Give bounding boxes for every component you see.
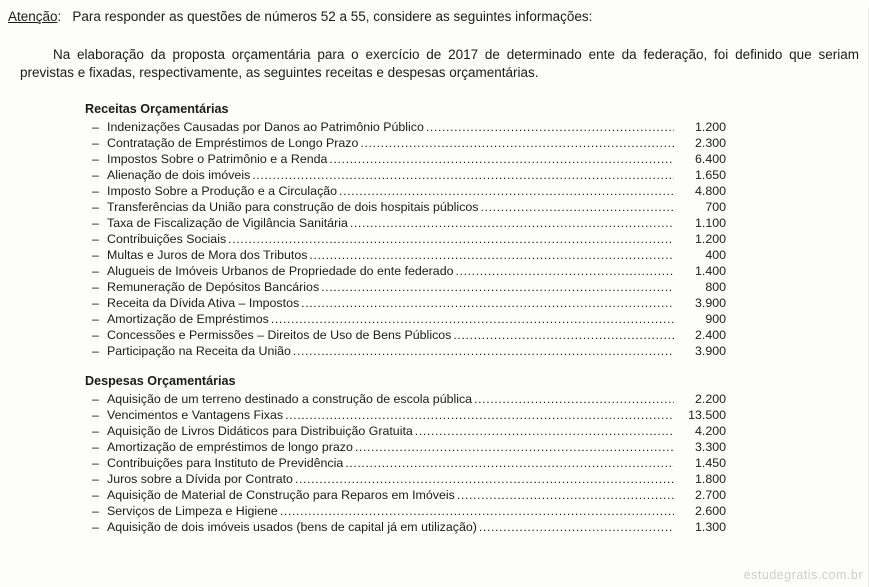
dot-leader (350, 215, 674, 231)
list-item (85, 135, 726, 151)
dot-leader (360, 135, 674, 151)
attention-line (8, 8, 860, 25)
item-label: Vencimentos e Vantagens Fixas (107, 408, 284, 422)
list-item (85, 487, 726, 503)
list-item (85, 519, 726, 535)
list-item (85, 199, 726, 215)
dash-bullet: – (92, 472, 99, 486)
dash-bullet: – (92, 296, 99, 310)
list-item (85, 503, 726, 519)
dash-bullet: – (92, 408, 99, 422)
list-item (85, 279, 726, 295)
dot-leader (252, 167, 674, 183)
dash-bullet: – (92, 456, 99, 470)
item-label: Receita da Dívida Ativa – Impostos (107, 296, 300, 310)
list-item (85, 439, 726, 455)
item-value: 2.700 (694, 488, 726, 502)
item-label: Transferências da União para construção de dois hospitais públicos (107, 200, 479, 214)
dot-leader (480, 199, 674, 215)
item-value: 900 (705, 312, 726, 326)
dash-bullet: – (92, 216, 99, 230)
budget-lists (0, 101, 868, 535)
item-value: 2.600 (694, 504, 726, 518)
item-label: Aquisição de dois imóveis usados (bens de capital já em utilização) (107, 520, 477, 534)
dash-bullet: – (92, 440, 99, 454)
list-item (85, 455, 726, 471)
item-label: Imposto Sobre a Produção e a Circulação (107, 184, 338, 198)
dash-bullet: – (92, 424, 99, 438)
item-label: Amortização de Empréstimos (107, 312, 269, 326)
dot-leader (474, 391, 674, 407)
section-title: Despesas Orçamentárias (85, 374, 236, 388)
item-label: Contribuições Sociais (107, 232, 227, 246)
list-item (85, 119, 726, 135)
page (0, 8, 869, 587)
list-item (85, 423, 726, 439)
item-label: Taxa de Fiscalização de Vigilância Sanitária (107, 216, 348, 230)
dot-leader (285, 407, 674, 423)
item-value: 1.100 (694, 216, 726, 230)
watermark: estudegratis.com.br (743, 568, 863, 582)
dash-bullet: – (92, 328, 99, 342)
dot-leader (479, 519, 674, 535)
dash-bullet: – (92, 264, 99, 278)
attention-colon: : (57, 9, 62, 24)
dash-bullet: – (92, 488, 99, 502)
item-value: 400 (705, 248, 726, 262)
dot-leader (426, 119, 674, 135)
item-label: Alienação de dois imóveis (107, 168, 251, 182)
list-item (85, 231, 726, 247)
dot-leader (295, 471, 674, 487)
item-label: Participação na Receita da União (107, 344, 291, 358)
item-label: Alugueis de Imóveis Urbanos de Propriedade do ente federado (107, 264, 454, 278)
dot-leader (455, 263, 674, 279)
dash-bullet: – (92, 344, 99, 358)
dot-leader (345, 455, 674, 471)
dot-leader (457, 487, 674, 503)
dash-bullet: – (92, 136, 99, 150)
item-value: 3.900 (694, 344, 726, 358)
dash-bullet: – (92, 520, 99, 534)
list-item (85, 151, 726, 167)
attention-label-underline: Atenção (8, 9, 58, 24)
list-item (85, 295, 726, 311)
list-item (85, 263, 726, 279)
section-title: Receitas Orçamentárias (85, 102, 229, 116)
list-item (85, 343, 726, 359)
list-item (85, 471, 726, 487)
dash-bullet: – (92, 392, 99, 406)
item-value: 4.800 (694, 184, 726, 198)
item-label: Indenizações Causadas por Danos ao Patrimônio Público (107, 120, 424, 134)
list-item (85, 327, 726, 343)
item-label: Aquisição de Livros Didáticos para Distribuição Gratuita (107, 424, 413, 438)
item-label: Remuneração de Depósitos Bancários (107, 280, 320, 294)
dot-leader (228, 231, 674, 247)
item-value: 800 (705, 280, 726, 294)
item-label: Multas e Juros de Mora dos Tributos (107, 248, 308, 262)
item-value: 1.800 (694, 472, 726, 486)
dash-bullet: – (92, 504, 99, 518)
item-label: Impostos Sobre o Patrimônio e a Renda (107, 152, 328, 166)
item-label: Contratação de Empréstimos de Longo Prazo (107, 136, 359, 150)
dot-leader (321, 279, 674, 295)
item-value: 6.400 (694, 152, 726, 166)
list-item (85, 167, 726, 183)
item-value: 2.200 (694, 392, 726, 406)
item-label: Juros sobre a Dívida por Contrato (107, 472, 293, 486)
dash-bullet: – (92, 184, 99, 198)
list-item (85, 247, 726, 263)
list-item (85, 311, 726, 327)
dash-bullet: – (92, 120, 99, 134)
item-value: 13.500 (688, 408, 726, 422)
dot-leader (453, 327, 674, 343)
dash-bullet: – (92, 200, 99, 214)
dot-leader (293, 343, 674, 359)
item-value: 1.400 (694, 264, 726, 278)
dash-bullet: – (92, 168, 99, 182)
dash-bullet: – (92, 152, 99, 166)
item-label: Aquisição de um terreno destinado a construção de escola pública (107, 392, 473, 406)
item-value: 3.900 (694, 296, 726, 310)
item-value: 1.200 (694, 232, 726, 246)
list-item (85, 391, 726, 407)
item-value: 4.200 (694, 424, 726, 438)
dot-leader (301, 295, 674, 311)
item-value: 2.300 (694, 136, 726, 150)
intro-paragraph: Na elaboração da proposta orçamentária para o exercício de 2017 de determinado ente da federação, foi definido que seriam previstas e fixadas, respectivamente, as seguintes receitas e despesas orçamentárias. (20, 47, 859, 80)
list-item (85, 215, 726, 231)
list-item (85, 183, 726, 199)
dot-leader (415, 423, 674, 439)
item-value: 2.400 (694, 328, 726, 342)
dash-bullet: – (92, 280, 99, 294)
dot-leader (309, 247, 674, 263)
item-value: 700 (705, 200, 726, 214)
list-item (85, 407, 726, 423)
dot-leader (280, 503, 674, 519)
item-label: Serviços de Limpeza e Higiene (107, 504, 278, 518)
item-label: Amortização de empréstimos de longo prazo (107, 440, 353, 454)
attention-text: Para responder as questões de números 52 a 55, considere as seguintes informações: (72, 9, 593, 24)
dot-leader (271, 311, 674, 327)
item-value: 3.300 (694, 440, 726, 454)
attention-label (8, 9, 61, 24)
item-label: Aquisição de Material de Construção para Reparos em Imóveis (107, 488, 455, 502)
item-label: Concessões e Permissões – Direitos de Uso de Bens Públicos (107, 328, 452, 342)
item-label: Contribuições para Instituto de Previdência (107, 456, 344, 470)
dot-leader (339, 183, 674, 199)
item-value: 1.200 (694, 120, 726, 134)
budget-section (85, 101, 726, 359)
item-value: 1.650 (694, 168, 726, 182)
dash-bullet: – (92, 312, 99, 326)
dot-leader (355, 439, 674, 455)
dash-bullet: – (92, 248, 99, 262)
item-value: 1.450 (694, 456, 726, 470)
dot-leader (329, 151, 674, 167)
item-value: 1.300 (694, 520, 726, 534)
dash-bullet: – (92, 232, 99, 246)
budget-section (85, 373, 726, 535)
